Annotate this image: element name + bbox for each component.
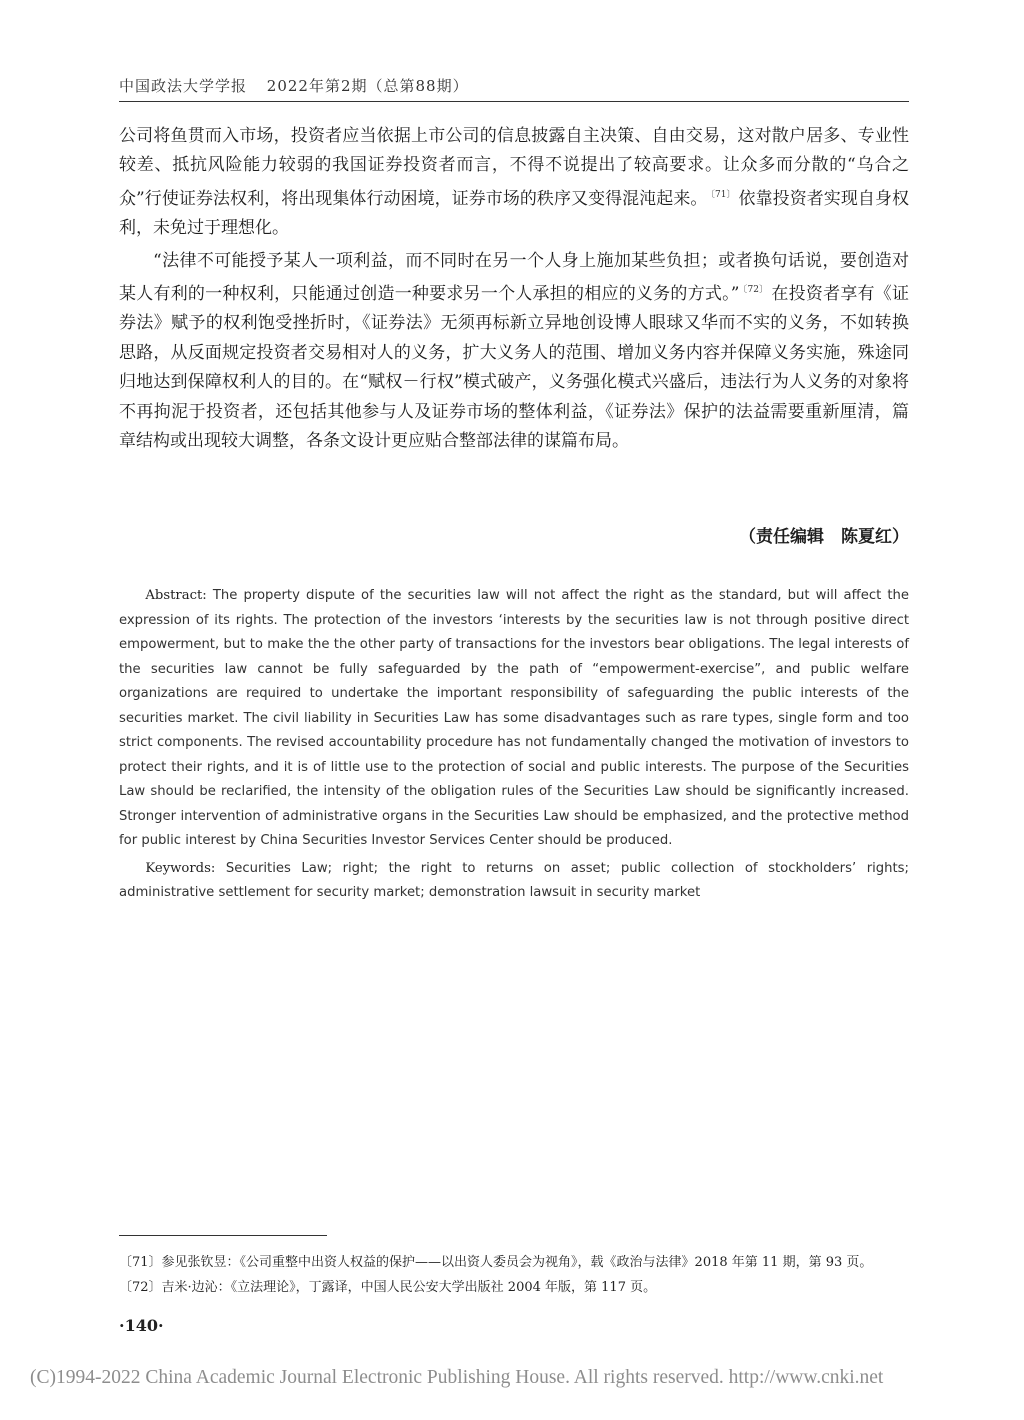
footnote-ref-71[interactable]: 〔71〕 xyxy=(710,189,736,200)
abstract-label: Abstract: xyxy=(145,588,207,603)
running-header xyxy=(119,75,909,96)
paragraph-text: 依靠投资者实现自身权利，未免过于理想化。 xyxy=(119,188,909,239)
article-body xyxy=(119,122,909,459)
page-number: ·140· xyxy=(119,1316,164,1335)
keywords-label: Keywords: xyxy=(145,860,216,876)
responsible-editor: （责任编辑 陈夏红） xyxy=(739,527,909,547)
paragraph-text: 公司将鱼贯而入市场，投资者应当依据上市公司的信息披露自主决策、自由交易，这对散户居多、专业性较差、抵抗风险能力较弱的我国证券投资者而言，不得不说提出了较高要求。让众多而分散的“乌合之众”行使证券法权利，将出现集体行动困境，证券市场的秩序又变得混沌起来。 xyxy=(119,126,909,209)
footnote-72: 〔72〕吉米·边沁：《立法理论》，丁露译，中国人民公安大学出版社 2004 年版，第 117 页。 xyxy=(119,1280,657,1295)
keywords-paragraph xyxy=(119,857,909,906)
footnotes xyxy=(119,1250,919,1300)
footnote-71: 〔71〕参见张钦昱：《公司重整中出资人权益的保护——以出资人委员会为视角》，载《政治与法律》2018 年第 11 期，第 93 页。 xyxy=(119,1255,873,1270)
paragraph-continued xyxy=(119,122,909,244)
paragraph-text: “法律不可能授予某人一项利益，而不同时在另一个人身上施加某些负担；或者换句话说，要创造对某人有利的一种权利，只能通过创造一种要求另一个人承担的相应的义务的方式。” xyxy=(119,250,909,305)
paragraph xyxy=(119,247,909,457)
english-abstract xyxy=(119,584,909,906)
journal-name: 中国政法大学学报 xyxy=(119,77,248,95)
footnote-rule xyxy=(119,1235,327,1236)
paragraph-text: 在投资者享有《证券法》赋予的权利饱受挫折时，《证券法》无须再标新立异地创设博人眼球又华而不实的义务，不如转换思路，从反面规定投资者交易相对人的义务，扩大义务人的范围、增加义务内容并保障义务实施，殊途同归地达到保障权利人的目的。在“赋权－行权”模式破产，义务强化模式兴盛后，违法行为人义务的对象将不再拘泥于投资者，还包括其他参与人及证券市场的整体利益，《证券法》保护的法益需要重新厘清，篇章结构或出现较大调整，各条文设计更应贴合整部法律的谋篇布局。 xyxy=(119,284,910,452)
issue-info: 2022年第2期（总第88期） xyxy=(266,77,469,95)
abstract-paragraph xyxy=(119,584,909,854)
abstract-text: The property dispute of the securities law will not affect the right as the standard, but will affect the expression of its rights. The protection of the investors ‘interests by the securities law is not through positive direct empowerment, but to make the the other party of transactions for the investors bear obligations. The legal interests of the securities law cannot be fully safeguarded by the path of “empowerment-exercise”, and public welfare organizations are required to undertake the important responsibility of safeguarding the public interests of the securities market. The civil liability in Securities Law has some disadvantages such as rare types, single form and too strict components. The revised accountability procedure has not fundamentally changed the motivation of investors to protect their rights, and it is of little use to the protection of social and public interests. The purpose of the Securities Law should be reclarified, the intensity of the obligation rules of the Securities Law should be significantly increased. Stronger intervention of administrative organs in the Securities Law should be emphasized, and the protective method for public interest by China Securities Investor Services Center should be produced. xyxy=(119,588,909,848)
header-rule xyxy=(119,101,909,102)
footnote-ref-72[interactable]: 〔72〕 xyxy=(742,285,769,296)
keywords-text: Securities Law; right; the right to returns on asset; public collection of stockholders’ rights; administrative settlement for security market; demonstration lawsuit in security market xyxy=(119,860,909,900)
copyright-watermark: (C)1994-2022 China Academic Journal Electronic Publishing House. All rights reserved. http://www.cnki.net xyxy=(30,1367,884,1388)
